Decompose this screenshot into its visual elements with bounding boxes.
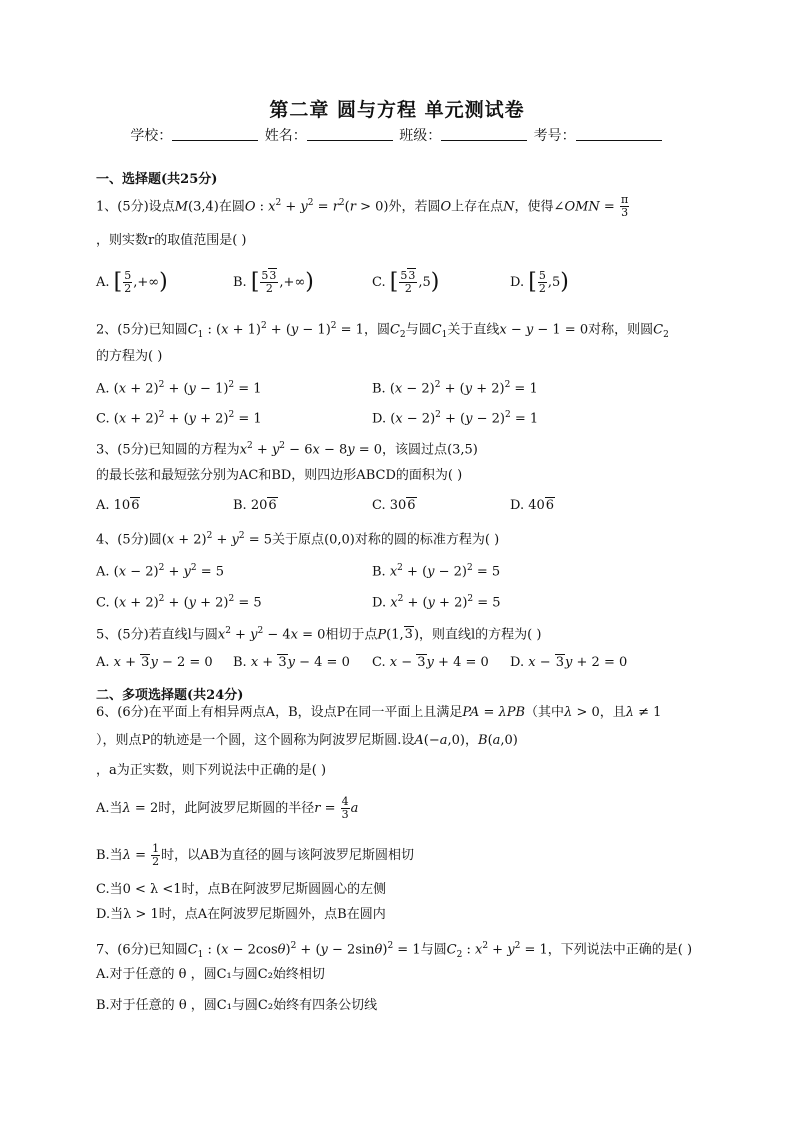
school-label: 学校：: [130, 128, 173, 144]
question-5-option-d: D. x − 3y + 2 = 0: [510, 655, 628, 670]
question-2-stem: 2、(5分)已知圆$C_1$ : $(x + 1)^2 + (y - 1)^2 = 1$，圆$C_2$与圆$C_1$关于直线x − y − 1 = 0对称，则圆$C_2$: [96, 321, 669, 340]
question-3-stem-2: 的最长弦和最短弦分别为AC和BD，则四边形ABCD的面积为( ): [96, 468, 463, 483]
section-heading-choice: 一、选择题(共25分): [96, 172, 218, 187]
question-5-option-c: C. x − 3y + 4 = 0: [372, 655, 489, 670]
question-6-stem-3: ，a为正实数，则下列说法中正确的是( ): [96, 763, 327, 778]
question-4-stem: 4、(5分)圆$(x + 2)^2 + y^2 = 5$关于原点(0,0)对称的圆的标准方程为( ): [96, 531, 500, 548]
question-1-option-b: B. [ $\frac{53}{2}$ ,+∞): [233, 269, 314, 295]
question-7-stem: 7、(6分)已知圆$C_1$ : $(x - 2\cos\theta)^2 + (y - 2\sin\theta)^2 = 1$与圆$C_2$ : $x^2 + y^2 = 1$，下列说法中正确的是( ): [96, 941, 693, 960]
question-5-option-b: B. x + 3y − 4 = 0: [233, 655, 350, 670]
question-1-stem-2: ，则实数r的取值范围是( ): [96, 233, 247, 248]
school-blank[interactable]: [172, 127, 258, 141]
question-6-option-d: D.当λ > 1时，点A在阿波罗尼斯圆外，点B在圆内: [96, 907, 386, 922]
question-4-option-c: C. $(x + 2)^2 + (y + 2)^2 = 5$: [96, 594, 262, 611]
question-1-option-c: C. [ $\frac{53}{2}$ ,5): [372, 269, 440, 295]
class-label: 班级：: [399, 128, 442, 144]
question-5-stem: 5、(5分)若直线l与圆$x^2 + y^2 - 4x = 0$相切于点P(1,3)，则直线l的方程为( ): [96, 626, 542, 643]
question-2-option-b: B. $(x - 2)^2 + (y + 2)^2 = 1$: [372, 380, 538, 397]
number-label: 考号：: [533, 128, 576, 144]
question-5-option-a: A. x + 3y − 2 = 0: [96, 655, 213, 670]
question-2-option-d: D. $(x - 2)^2 + (y - 2)^2 = 1$: [372, 410, 539, 427]
question-3-stem: 3、(5分)已知圆的方程为$x^2 + y^2 - 6x - 8y = 0$，该圆过点(3,5): [96, 441, 478, 458]
question-2-stem-2: 的方程为( ): [96, 349, 163, 364]
student-info-line: [0, 125, 794, 145]
name-blank[interactable]: [307, 127, 393, 141]
question-3-option-a: A. 106: [96, 498, 140, 513]
question-6-stem-2: ），则点P的轨迹是一个圆，这个圆称为阿波罗尼斯圆.设A(−a,0)，B(a,0): [96, 733, 518, 748]
question-4-option-a: A. $(x - 2)^2 + y^2 = 5$: [96, 563, 225, 580]
question-3-option-c: C. 306: [372, 498, 416, 513]
question-7-option-b: B.对于任意的 θ ，圆C₁与圆C₂始终有四条公切线: [96, 998, 378, 1013]
number-blank[interactable]: [576, 127, 662, 141]
question-4-option-d: D. $x^2 + (y + 2)^2 = 5$: [372, 594, 501, 611]
page-title: 第二章 圆与方程 单元测试卷: [269, 99, 525, 121]
section-heading-multi-choice: 二、多项选择题(共24分): [96, 688, 244, 703]
question-1-option-a: A. [ $\frac{5}{2}$ ,+∞): [96, 269, 168, 295]
question-6-option-b: B.当λ = $\frac{1}{2}$ 时，以AB为直径的圆与该阿波罗尼斯圆相切: [96, 842, 415, 868]
class-blank[interactable]: [441, 127, 527, 141]
question-7-option-a: A.对于任意的 θ ，圆C₁与圆C₂始终相切: [96, 967, 325, 982]
question-6-stem: 6、(6分)在平面上有相异两点A，B，设点P在同一平面上且满足PA = λPB（其中λ > 0，且λ ≠ 1: [96, 705, 662, 720]
question-2-option-c: C. $(x + 2)^2 + (y + 2)^2 = 1$: [96, 410, 262, 427]
name-label: 姓名：: [264, 128, 307, 144]
question-3-option-b: B. 206: [233, 498, 277, 513]
question-6-option-a: A.当λ = 2时，此阿波罗尼斯圆的半径r = $\frac{4}{3}$ a: [96, 795, 359, 821]
question-1-option-d: D. [ $\frac{5}{2}$ ,5): [510, 269, 569, 295]
question-6-option-c: C.当0 < λ <1时，点B在阿波罗尼斯圆圆心的左侧: [96, 882, 387, 897]
question-1-stem: 1、(5分)设点M(3,4)在圆O : $x^2 + y^2 = r^2(r > 0)$外，若圆O上存在点N，使得∠OMN = $\frac{\pi}{3}$: [96, 193, 629, 220]
question-3-option-d: D. 406: [510, 498, 555, 513]
question-2-option-a: A. $(x + 2)^2 + (y - 1)^2 = 1$: [96, 380, 262, 397]
question-4-option-b: B. $x^2 + (y - 2)^2 = 5$: [372, 563, 501, 580]
